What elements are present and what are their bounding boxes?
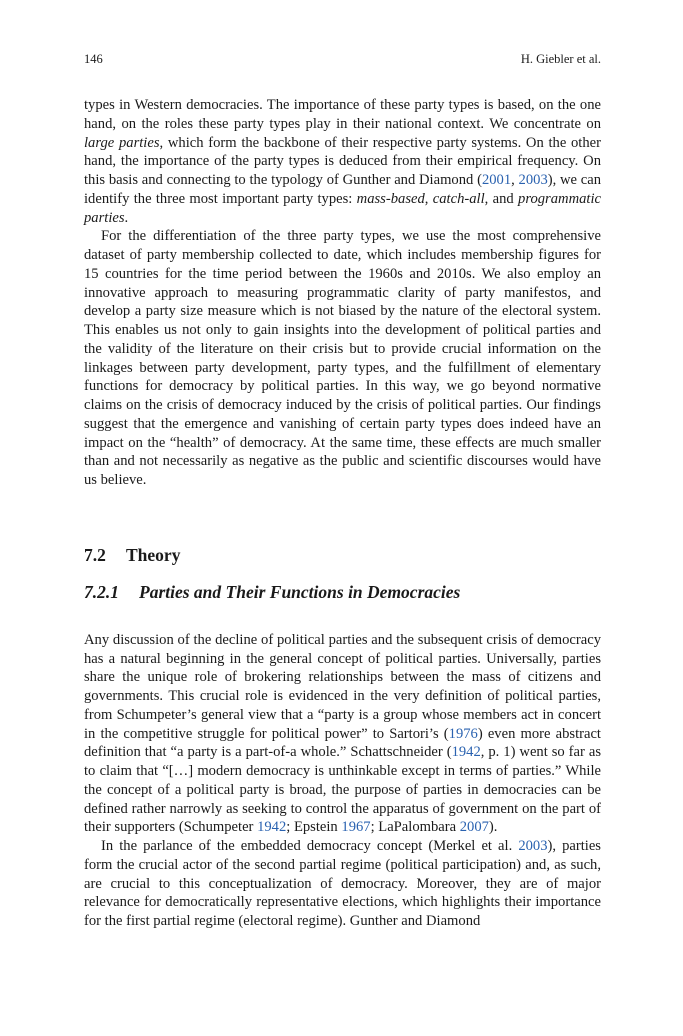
page bbox=[84, 52, 601, 931]
paragraph-1: types in Western democracies. The importance of these party types is based, on the one hand, on the roles these party types play in their national context. We concentrate on large parties, which form the backbone of their respective party systems. On the other hand, the importance of the party types is deduced from their empirical frequency. On this basis and connecting to the typology of Gunther and Diamond (2001, 2003), we can identify the three most important party types: mass-based, catch-all, and programmatic parties. bbox=[84, 97, 602, 226]
section-heading bbox=[84, 544, 601, 566]
paragraph-3: Any discussion of the decline of political parties and the subsequent crisis of democracy has a natural beginning in the general concept of political parties. Universally, parties share the unique role of brokering relationships between the mass of citizens and governments. This crucial role is evidenced in the very definition of political parties, from Schumpeter’s general view that a “party is a group whose members act in concert in the competitive struggle for political power” to Sartori’s (1976) even more abstract definition that “a party is a part-of-a whole.” Schattschneider (1942, p. 1) went so far as to claim that “[…] modern democracy is unthinkable except in terms of parties.” While the concept of a political party is broad, the purpose of parties in democracies can be defined rather narrowly as seeking to control the apparatus of government on the part of their supporters (Schumpeter 1942; Epstein 1967; LaPalombara 2007). bbox=[84, 631, 601, 836]
citation-link[interactable]: 2001 bbox=[481, 172, 512, 188]
body-text bbox=[84, 96, 601, 931]
citation-link[interactable]: 2007 bbox=[459, 819, 489, 836]
citation-link[interactable]: 1967 bbox=[341, 819, 371, 836]
emphasis-large-parties: large parties bbox=[84, 134, 160, 151]
citation-link[interactable]: 2003 bbox=[518, 838, 548, 854]
citation-link[interactable]: 2003 bbox=[518, 172, 548, 188]
page-number: 146 bbox=[84, 52, 103, 66]
section-title: Theory bbox=[126, 544, 181, 565]
emphasis-catch-all: catch-all bbox=[432, 190, 485, 207]
paragraph-2: For the differentiation of the three party types, we use the most comprehensive dataset of party membership collected to date, which includes membership figures for 15 countries for the time period between the 1960s and 2010s. We also employ an innovative approach to measuring programmatic clarity of party manifestos, and develop a party size measure which is not biased by the nature of the electoral system. This enables us not only to gain insights into the development of political parties and the validity of the literature on their crisis but to provide crucial information on the linkages between party development, party types, and the fulfillment of elementary functions for democracy by political parties. In this way, we go beyond normative claims on the crisis of democracy induced by the crisis of political parties. Our findings suggest that the emergence and vanishing of certain party types does indeed have an impact on the “health” of democracy. At the same time, these effects are much smaller than and not necessarily as negative as the public and scientific discourses would have us believe. bbox=[84, 228, 601, 488]
subsection-number: 7.2.1 bbox=[84, 581, 119, 602]
running-header bbox=[84, 52, 601, 72]
section-number: 7.2 bbox=[84, 544, 106, 565]
emphasis-mass-based: mass-based bbox=[356, 190, 425, 207]
subsection-heading bbox=[84, 581, 601, 603]
running-author: H. Giebler et al. bbox=[520, 52, 601, 66]
paragraph-4: In the parlance of the embedded democracy concept (Merkel et al. 2003), parties form the crucial actor of the second partial regime (political participation) and, as such, are crucial to this conceptualization of democracy. Moreover, they are of major relevance for democratically representative elections, which highlights their importance for the first partial regime (electoral regime). Gunther and Diamond bbox=[84, 838, 601, 929]
emphasis-programmatic: programmatic parties bbox=[84, 190, 601, 226]
citation-link[interactable]: 1942 bbox=[451, 744, 481, 761]
citation-link[interactable]: 1942 bbox=[257, 819, 287, 836]
citation-link[interactable]: 1976 bbox=[448, 725, 478, 742]
subsection-title: Parties and Their Functions in Democracies bbox=[139, 581, 461, 602]
